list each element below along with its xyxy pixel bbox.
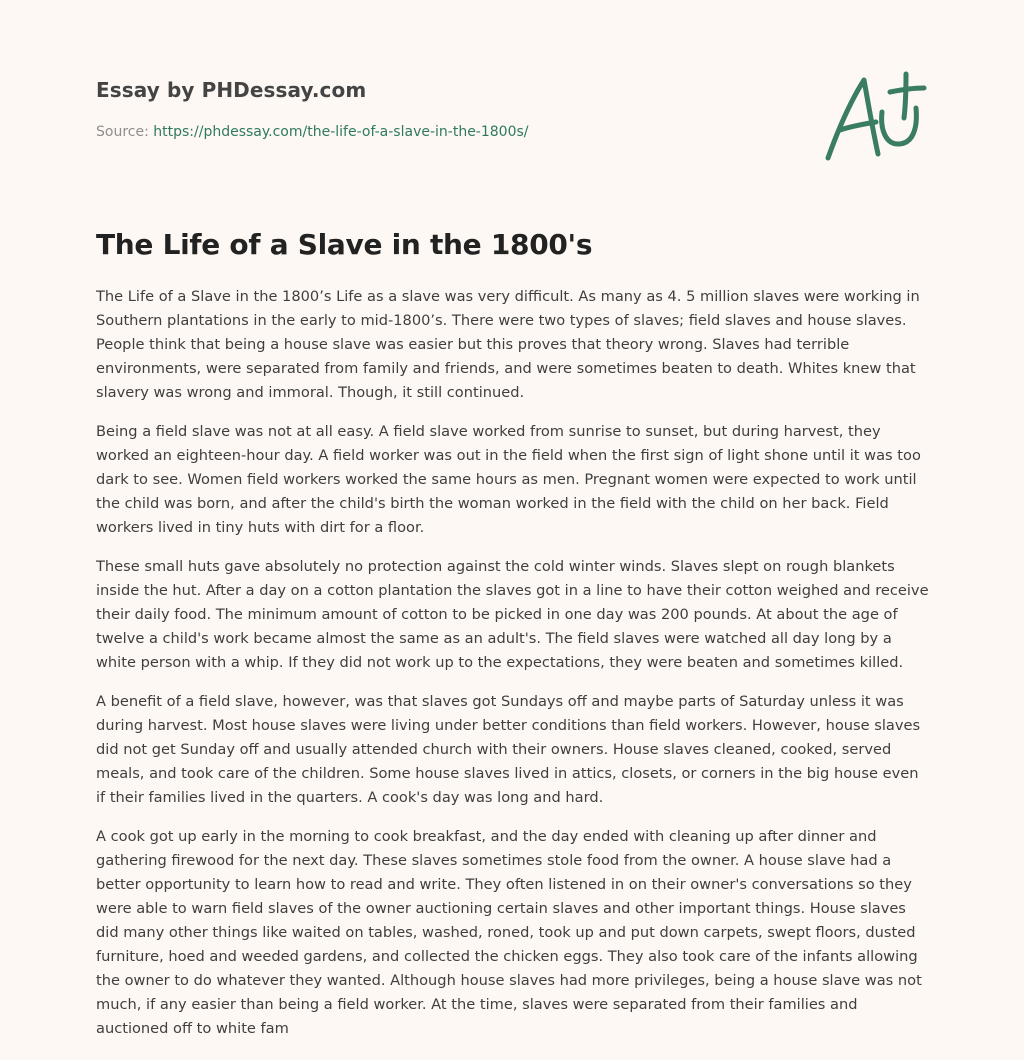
essay-title: The Life of a Slave in the 1800's [96,228,593,261]
essay-paragraph: Being a field slave was not at all easy. A field slave worked from sunrise to sunset, but during harvest, they worked an eighteen-hour day. A field worker was out in the field when the first sign of light shone until it was too dark to see. Women field workers worked the same hours as men. Pregnant women were expected to work until the child was born, and after the child's birth the woman worked in the field with the child on her back. Field workers lived in tiny huts with dirt for a floor. [96,423,921,536]
essay-paragraph: A cook got up early in the morning to cook breakfast, and the day ended with cleaning up after dinner and gathering firewood for the next day. These slaves sometimes stole food from the owner. A house slave had a better opportunity to learn how to read and write. They often listened in on their owner's conversations so they were able to warn field slaves of the owner auctioning certain slaves and other important things. House slaves did many other things like waited on tables, washed, roned, took up and put down carpets, swept floors, dusted furniture, hoed and weeded gardens, and collected the chicken eggs. They also took care of the infants allowing the owner to do whatever they wanted. Although house slaves had more privileges, being a house slave was not much, if any easier than being a field worker. At the time, slaves were separated from their families and auctioned off to white fam [96,828,922,1037]
essay-paragraph: These small huts gave absolutely no protection against the cold winter winds. Slaves slept on rough blankets inside the hut. After a day on a cotton plantation the slaves got in a line to have their cotton weighed and receive their daily food. The minimum amount of cotton to be picked in one day was 200 pounds. At about the age of twelve a child's work became almost the same as an adult's. The field slaves were watched all day long by a white person with a whip. If they did not work up to the expectations, they were beaten and sometimes killed. [96,558,929,671]
essay-paragraph: The Life of a Slave in the 1800’s Life as a slave was very difficult. As many as 4. 5 million slaves were working in Southern plantations in the early to mid-1800’s. There were two types of slaves; field slaves and house slaves. People think that being a house slave was easier but this proves that theory wrong. Slaves had terrible environments, were separated from family and friends, and were sometimes beaten to death. Whites knew that slavery was wrong and immoral. Though, it still continued. [96,288,920,401]
essay-body [96,285,930,1056]
source-line [96,122,796,142]
a-plus-grade-icon [820,68,930,164]
page-header [96,76,796,142]
site-brand: Essay by PHDessay.com [96,78,367,102]
essay-paragraph: A benefit of a field slave, however, was that slaves got Sundays off and maybe parts of Saturday unless it was during harvest. Most house slaves were living under better conditions than field workers. However, house slaves did not get Sunday off and usually attended church with their owners. House slaves cleaned, cooked, served meals, and took care of the children. Some house slaves lived in attics, closets, or corners in the big house even if their families lived in the quarters. A cook's day was long and hard. [96,693,921,806]
source-link[interactable]: https://phdessay.com/the-life-of-a-slave-in-the-1800s/ [153,124,529,140]
source-label: Source: [96,124,154,140]
